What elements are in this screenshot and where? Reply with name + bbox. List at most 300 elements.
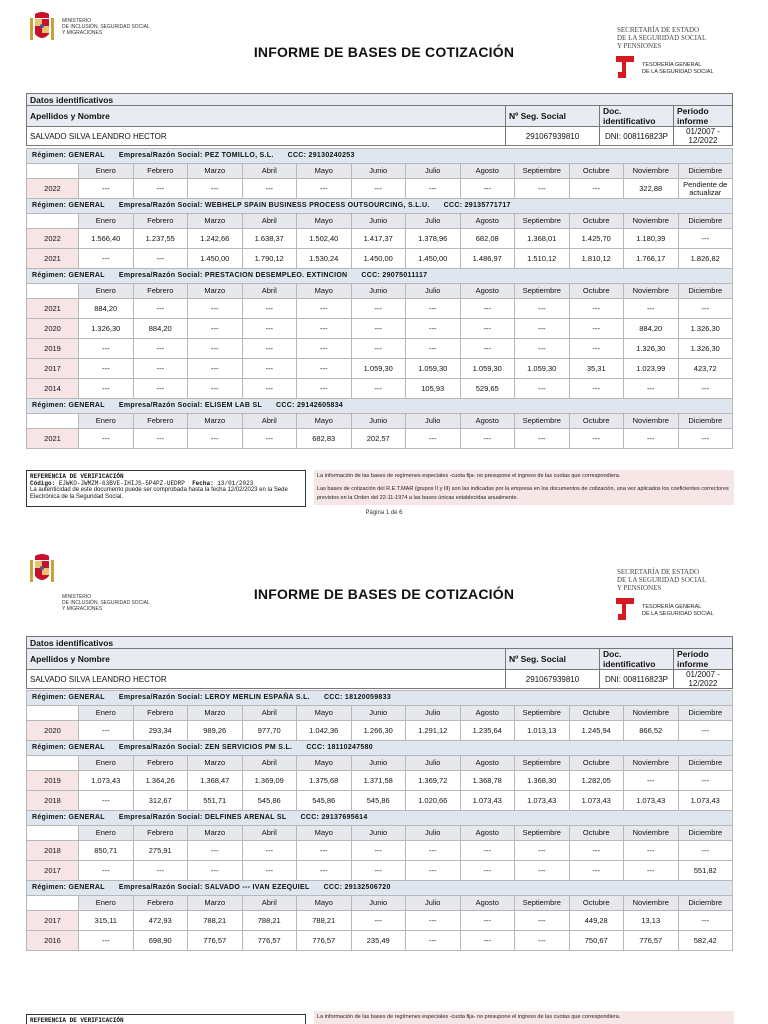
month-header: Enero [79, 164, 134, 179]
month-header: Agosto [460, 284, 515, 299]
value-cell: --- [79, 359, 134, 379]
month-header: Mayo [297, 706, 352, 721]
tesoreria-name: TESORERÍA GENERAL DE LA SEGURIDAD SOCIAL [642, 62, 714, 75]
value-cell: 1.326,30 [624, 339, 679, 359]
empresa-label: Empresa/Razón Social: [118, 814, 203, 821]
page-header [0, 0, 768, 75]
value-cell: --- [351, 299, 406, 319]
month-header: Octubre [569, 706, 624, 721]
value-cell: --- [515, 379, 570, 399]
value-cell: --- [515, 911, 570, 931]
value-cell: --- [406, 179, 461, 199]
month-header: Junio [351, 756, 406, 771]
month-header: Noviembre [624, 706, 679, 721]
value-cell: --- [460, 179, 515, 199]
empresa-label: Empresa/Razón Social: [118, 884, 203, 891]
value-cell: --- [678, 379, 733, 399]
value-cell: --- [515, 319, 570, 339]
company-name: WEBHELP SPAIN BUSINESS PROCESS OUTSOURCING, S.L.U. [204, 202, 430, 209]
ccc-label: CCC: [323, 694, 343, 701]
spain-coat-of-arms-icon [27, 10, 57, 46]
value-cell: --- [351, 841, 406, 861]
table-row [27, 359, 733, 379]
doc-value: DNI: 008116823P [600, 127, 674, 146]
value-cell: 1.180,39 [624, 229, 679, 249]
month-header: Noviembre [624, 414, 679, 429]
value-cell: --- [406, 299, 461, 319]
value-cell: 1.766,17 [624, 249, 679, 269]
year-cell: 2022 [27, 229, 79, 249]
value-cell: 1.450,00 [188, 249, 243, 269]
doc-label: Doc. identificativo [600, 106, 674, 127]
nss-label: Nº Seg. Social [506, 649, 600, 670]
value-cell: 1.235,64 [460, 721, 515, 741]
year-header-cell [27, 164, 79, 179]
value-cell: --- [351, 339, 406, 359]
value-cell: --- [79, 179, 134, 199]
value-cell: --- [406, 911, 461, 931]
company-header-row [27, 399, 733, 414]
value-cell: --- [188, 319, 243, 339]
value-cell: 202,57 [351, 429, 406, 449]
value-cell: --- [297, 861, 352, 881]
month-header: Febrero [133, 284, 188, 299]
value-cell: 1.073,43 [569, 791, 624, 811]
ccc-value: 29135771717 [464, 202, 511, 209]
month-header: Noviembre [624, 756, 679, 771]
month-header: Diciembre [678, 414, 733, 429]
value-cell: --- [351, 319, 406, 339]
company-header-row [27, 149, 733, 164]
company-name: DELFINES ARENAL SL [204, 814, 287, 821]
month-header: Marzo [188, 284, 243, 299]
value-cell: --- [133, 179, 188, 199]
month-header: Julio [406, 214, 461, 229]
document-title: INFORME DE BASES DE COTIZACIÓN [253, 44, 515, 60]
month-header: Mayo [297, 756, 352, 771]
nss-value: 291067939810 [506, 127, 600, 146]
contribution-table [26, 690, 733, 951]
month-header: Agosto [460, 706, 515, 721]
month-header: Diciembre [678, 284, 733, 299]
value-cell: 545,86 [242, 791, 297, 811]
value-cell: --- [406, 319, 461, 339]
value-cell: --- [188, 339, 243, 359]
value-cell: --- [406, 841, 461, 861]
value-cell: 1.369,72 [406, 771, 461, 791]
value-cell: 105,93 [406, 379, 461, 399]
value-cell: 1.450,00 [406, 249, 461, 269]
value-cell: 776,57 [242, 931, 297, 951]
company-name: LEROY MERLIN ESPAÑA S.L. [204, 694, 310, 701]
value-cell: --- [133, 429, 188, 449]
company-name: SALVADO --- IVAN EZEQUIEL [204, 884, 310, 891]
value-cell: 235,49 [351, 931, 406, 951]
tgss-logo-icon [614, 596, 636, 622]
ret-mar-note: Las bases de cotización del R.E.T.MAR (grupos II y III) son las indicadas por la empresa en los documentos de cotización, una vez aplicados los coeficientes correctores previstos en la Orden del 22-11-1974 a las bases únicas establecidas anualmente. [314, 483, 734, 505]
month-header: Septiembre [515, 284, 570, 299]
month-header: Agosto [460, 826, 515, 841]
value-cell: --- [678, 429, 733, 449]
value-cell: 1.530,24 [297, 249, 352, 269]
value-cell: 866,52 [624, 721, 679, 741]
value-cell: --- [79, 379, 134, 399]
name-value: SALVADO SILVA LEANDRO HECTOR [27, 127, 506, 146]
nss-value: 291067939810 [506, 670, 600, 689]
ccc-label: CCC: [300, 814, 320, 821]
ccc-value: 29142605834 [296, 402, 344, 409]
year-header-cell [27, 896, 79, 911]
year-cell: 2018 [27, 791, 79, 811]
table-row [27, 179, 733, 199]
company-name: PRESTACION DESEMPLEO. EXTINCION [204, 272, 348, 279]
month-header: Enero [79, 214, 134, 229]
month-header: Febrero [133, 756, 188, 771]
verification-date: 13/01/2023 [217, 480, 254, 487]
month-header-row [27, 214, 733, 229]
month-header: Febrero [133, 706, 188, 721]
year-cell: 2020 [27, 721, 79, 741]
value-cell: --- [242, 299, 297, 319]
month-header: Junio [351, 414, 406, 429]
value-cell: --- [188, 359, 243, 379]
secretaria-name: SECRETARÍA DE ESTADO DE LA SEGURIDAD SOCIAL Y PENSIONES [617, 568, 707, 592]
value-cell: --- [242, 339, 297, 359]
identification-table [26, 93, 733, 146]
value-cell: --- [242, 359, 297, 379]
ccc-label: CCC: [276, 402, 295, 409]
empresa-label: Empresa/Razón Social: [118, 202, 203, 209]
value-cell: 1.059,30 [460, 359, 515, 379]
month-header: Abril [242, 414, 297, 429]
value-cell: --- [569, 339, 624, 359]
value-cell: --- [678, 299, 733, 319]
value-cell: --- [188, 861, 243, 881]
value-cell: 884,20 [133, 319, 188, 339]
ccc-value: 29075011117 [382, 272, 428, 279]
value-cell: --- [188, 379, 243, 399]
month-header-row [27, 284, 733, 299]
value-cell: 1.368,01 [515, 229, 570, 249]
spain-coat-of-arms-icon [27, 552, 57, 588]
value-cell: --- [188, 299, 243, 319]
table-row [27, 841, 733, 861]
value-cell: --- [133, 299, 188, 319]
value-cell: --- [624, 299, 679, 319]
verification-text: La autenticidad de este documento puede ser comprobada hasta la fecha 12/02/2023 en la Sede Electrónica de la Seguridad Social. [30, 487, 288, 500]
value-cell: --- [678, 771, 733, 791]
month-header: Septiembre [515, 826, 570, 841]
value-cell: 1.826,82 [678, 249, 733, 269]
value-cell: --- [569, 429, 624, 449]
value-cell: 1.059,30 [351, 359, 406, 379]
value-cell: 776,57 [297, 931, 352, 951]
month-header: Julio [406, 706, 461, 721]
value-cell: --- [79, 721, 134, 741]
value-cell: --- [515, 299, 570, 319]
value-cell: 551,71 [188, 791, 243, 811]
value-cell: --- [188, 841, 243, 861]
month-header: Junio [351, 214, 406, 229]
name-value: SALVADO SILVA LEANDRO HECTOR [27, 670, 506, 689]
company-header-row [27, 811, 733, 826]
value-cell: 1.073,43 [79, 771, 134, 791]
value-cell: 1.375,68 [297, 771, 352, 791]
month-header-row [27, 164, 733, 179]
value-cell: --- [406, 429, 461, 449]
month-header: Octubre [569, 214, 624, 229]
period-value: 01/2007 - 12/2022 [674, 127, 733, 146]
month-header: Febrero [133, 896, 188, 911]
value-cell: 1.023,99 [624, 359, 679, 379]
month-header: Marzo [188, 414, 243, 429]
value-cell: 1.326,30 [678, 339, 733, 359]
company-name: ELISEM LAB SL [204, 402, 263, 409]
page-header [0, 542, 768, 617]
table-row [27, 299, 733, 319]
year-cell: 2019 [27, 339, 79, 359]
value-cell: --- [569, 379, 624, 399]
value-cell: 312,67 [133, 791, 188, 811]
value-cell: --- [624, 379, 679, 399]
value-cell: --- [460, 429, 515, 449]
cuota-fija-note: La información de las bases de regímenes especiales -cuota fija- no presupone el ingreso de las cuotas que correspondiera. [314, 470, 734, 483]
month-header: Enero [79, 706, 134, 721]
value-cell: 545,86 [297, 791, 352, 811]
month-header-row [27, 896, 733, 911]
month-header: Junio [351, 164, 406, 179]
month-header: Agosto [460, 756, 515, 771]
value-cell: --- [133, 359, 188, 379]
value-cell: 529,65 [460, 379, 515, 399]
value-cell: --- [297, 379, 352, 399]
month-header: Diciembre [678, 164, 733, 179]
value-cell: --- [460, 841, 515, 861]
month-header: Abril [242, 284, 297, 299]
month-header: Abril [242, 164, 297, 179]
value-cell: 322,88 [624, 179, 679, 199]
table-row [27, 319, 733, 339]
verification-code: EJWKO-JWMZM-63BVE-IHIJS-5P4PZ-UEDRP [58, 480, 185, 487]
year-header-cell [27, 414, 79, 429]
regimen-label: Régimen: GENERAL [32, 814, 105, 821]
month-header: Diciembre [678, 756, 733, 771]
value-cell: --- [678, 911, 733, 931]
value-cell: 1.369,09 [242, 771, 297, 791]
value-cell: 1.245,94 [569, 721, 624, 741]
name-label: Apellidos y Nombre [27, 106, 506, 127]
value-cell: --- [569, 841, 624, 861]
month-header: Septiembre [515, 414, 570, 429]
value-cell: 788,21 [242, 911, 297, 931]
page-number: Página 1 de 6 [365, 510, 403, 516]
value-cell: --- [515, 179, 570, 199]
year-cell: 2022 [27, 179, 79, 199]
month-header: Abril [242, 756, 297, 771]
ident-section-title: Datos identificativos [27, 637, 733, 649]
value-cell: 1.059,30 [515, 359, 570, 379]
ccc-value: 29132506720 [344, 884, 391, 891]
value-cell: --- [678, 841, 733, 861]
month-header: Diciembre [678, 826, 733, 841]
value-cell: --- [569, 299, 624, 319]
value-cell: --- [515, 429, 570, 449]
month-header-row [27, 826, 733, 841]
month-header: Mayo [297, 164, 352, 179]
value-cell: --- [678, 721, 733, 741]
value-cell: 1.810,12 [569, 249, 624, 269]
year-cell: 2021 [27, 299, 79, 319]
value-cell: --- [133, 379, 188, 399]
year-cell: 2019 [27, 771, 79, 791]
value-cell: 1.326,30 [79, 319, 134, 339]
month-header: Enero [79, 756, 134, 771]
value-cell: 1.073,43 [624, 791, 679, 811]
value-cell: 293,34 [133, 721, 188, 741]
value-cell: 275,91 [133, 841, 188, 861]
month-header: Agosto [460, 414, 515, 429]
month-header: Agosto [460, 896, 515, 911]
table-row [27, 771, 733, 791]
month-header: Marzo [188, 756, 243, 771]
value-cell: 1.790,12 [242, 249, 297, 269]
value-cell: 884,20 [624, 319, 679, 339]
month-header: Marzo [188, 826, 243, 841]
month-header: Marzo [188, 214, 243, 229]
month-header: Marzo [188, 896, 243, 911]
verification-reference: REFERENCIA DE VERIFICACIÓN [26, 1014, 306, 1024]
month-header: Abril [242, 706, 297, 721]
month-header: Junio [351, 826, 406, 841]
value-cell: 1.073,43 [678, 791, 733, 811]
regimen-label: Régimen: GENERAL [32, 272, 105, 279]
value-cell: 423,72 [678, 359, 733, 379]
ccc-label: CCC: [323, 884, 343, 891]
value-cell: 1.242,66 [188, 229, 243, 249]
verification-reference: REFERENCIA DE VERIFICACIÓN Código: EJWKO-JWMZM-63BVE-IHIJS-5P4PZ-UEDRP Fecha: 13/01/2023 La autenticidad de este documento puede ser comprobada hasta la fecha 12/02/2023 en la Sede Electrónica de la Seguridad Social. [26, 470, 306, 507]
value-cell: --- [188, 429, 243, 449]
month-header: Agosto [460, 214, 515, 229]
year-cell: 2017 [27, 861, 79, 881]
month-header: Abril [242, 826, 297, 841]
month-header: Junio [351, 284, 406, 299]
value-cell: --- [79, 429, 134, 449]
value-cell: Pendiente de actualizar [678, 179, 733, 199]
year-cell: 2016 [27, 931, 79, 951]
value-cell: 682,08 [460, 229, 515, 249]
ccc-label: CCC: [306, 744, 326, 751]
month-header: Octubre [569, 756, 624, 771]
month-header: Noviembre [624, 214, 679, 229]
value-cell: --- [351, 179, 406, 199]
value-cell: --- [569, 861, 624, 881]
value-cell: --- [242, 861, 297, 881]
doc-label: Doc. identificativo [600, 649, 674, 670]
month-header: Diciembre [678, 896, 733, 911]
value-cell: 315,11 [79, 911, 134, 931]
value-cell: 682,83 [297, 429, 352, 449]
regimen-label: Régimen: GENERAL [32, 202, 105, 209]
value-cell: 472,93 [133, 911, 188, 931]
period-label: Periodo informe [674, 649, 733, 670]
month-header: Febrero [133, 164, 188, 179]
month-header: Septiembre [515, 214, 570, 229]
value-cell: --- [297, 319, 352, 339]
value-cell: 1.013,13 [515, 721, 570, 741]
month-header: Octubre [569, 896, 624, 911]
document-title: INFORME DE BASES DE COTIZACIÓN [253, 586, 515, 602]
month-header: Octubre [569, 414, 624, 429]
month-header: Julio [406, 756, 461, 771]
company-name: ZEN SERVICIOS PM S.L. [204, 744, 293, 751]
cuota-fija-note: La información de las bases de regímenes especiales -cuota fija- no presupone el ingreso de las cuotas que correspondiera. [314, 1011, 734, 1024]
month-header: Noviembre [624, 826, 679, 841]
year-cell: 2017 [27, 911, 79, 931]
value-cell: 545,86 [351, 791, 406, 811]
value-cell: --- [460, 911, 515, 931]
value-cell: 1.266,30 [351, 721, 406, 741]
month-header: Julio [406, 284, 461, 299]
year-header-cell [27, 706, 79, 721]
year-cell: 2021 [27, 249, 79, 269]
month-header: Diciembre [678, 706, 733, 721]
value-cell: 989,26 [188, 721, 243, 741]
value-cell: 551,82 [678, 861, 733, 881]
ccc-value: 18110247580 [327, 744, 374, 751]
month-header: Enero [79, 826, 134, 841]
tesoreria-name: TESORERÍA GENERAL DE LA SEGURIDAD SOCIAL [642, 604, 714, 617]
month-header: Junio [351, 896, 406, 911]
ministry-name: MINISTERIO DE INCLUSIÓN, SEGURIDAD SOCIAL Y MIGRACIONES [62, 18, 150, 36]
value-cell: 1.502,40 [297, 229, 352, 249]
month-header: Julio [406, 164, 461, 179]
month-header: Enero [79, 284, 134, 299]
value-cell: 1.282,05 [569, 771, 624, 791]
year-cell: 2014 [27, 379, 79, 399]
name-label: Apellidos y Nombre [27, 649, 506, 670]
value-cell: --- [79, 339, 134, 359]
company-header-row [27, 691, 733, 706]
ccc-label: CCC: [361, 272, 381, 279]
month-header-row [27, 414, 733, 429]
year-cell: 2018 [27, 841, 79, 861]
value-cell: --- [242, 319, 297, 339]
value-cell: 1.566,40 [79, 229, 134, 249]
value-cell: --- [351, 861, 406, 881]
table-row [27, 379, 733, 399]
value-cell: --- [406, 931, 461, 951]
value-cell: --- [515, 931, 570, 951]
value-cell: 582,42 [678, 931, 733, 951]
month-header: Mayo [297, 414, 352, 429]
tgss-logo-icon [614, 54, 636, 80]
value-cell: --- [569, 319, 624, 339]
empresa-label: Empresa/Razón Social: [118, 152, 203, 159]
table-row [27, 249, 733, 269]
value-cell: 884,20 [79, 299, 134, 319]
company-header-row [27, 881, 733, 896]
table-row [27, 229, 733, 249]
month-header: Agosto [460, 164, 515, 179]
value-cell: 1.059,30 [406, 359, 461, 379]
year-cell: 2017 [27, 359, 79, 379]
month-header-row [27, 756, 733, 771]
table-row [27, 429, 733, 449]
value-cell: 1.378,96 [406, 229, 461, 249]
table-row [27, 931, 733, 951]
month-header: Mayo [297, 214, 352, 229]
secretaria-name: SECRETARÍA DE ESTADO DE LA SEGURIDAD SOCIAL Y PENSIONES [617, 26, 707, 50]
